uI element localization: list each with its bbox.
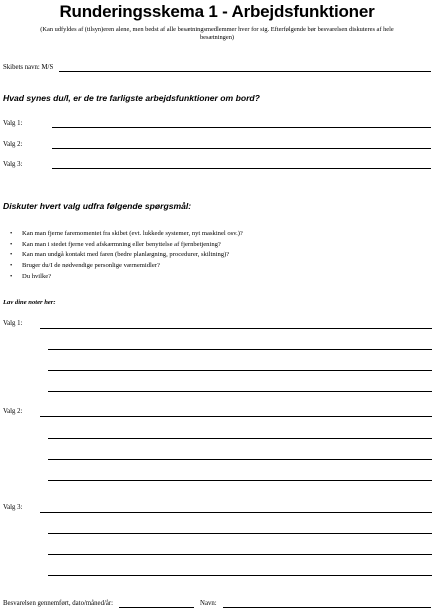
bullet-icon: •	[10, 240, 13, 248]
notes-line[interactable]	[48, 533, 432, 534]
name-field[interactable]	[223, 602, 431, 608]
choice-row-3	[3, 161, 431, 169]
notes-heading: Lav dine noter her:	[3, 299, 56, 306]
list-item: • Kan man fjerne faremomentet fra skibet (evt. lukkede systemer, nyt maskinel osv.)?	[10, 229, 430, 240]
ship-name-field[interactable]	[59, 66, 431, 72]
notes-line[interactable]	[48, 480, 432, 481]
list-item: • Bruger du/I de nødvendige personlige værnemidler?	[10, 261, 430, 272]
choice-field-3[interactable]	[52, 163, 431, 169]
ship-name-row	[3, 64, 431, 72]
list-item: • Du hvilke?	[10, 272, 430, 283]
choice-row-1	[3, 120, 431, 128]
list-item: • Kan man i stedet fjerne ved afskærmning eller benyttelse af fjernbetjening?	[10, 240, 430, 251]
completed-date-label: Besvarelsen gennemført, dato/måned/år:	[3, 600, 114, 607]
bullet-icon: •	[10, 262, 13, 270]
bullet-icon: •	[10, 272, 13, 280]
notes-line[interactable]	[48, 459, 432, 460]
choice-row-2	[3, 141, 431, 149]
page-title: Runderingsskema 1 - Arbejdsfunktioner	[59, 2, 375, 21]
choice-label-2: Valg 2:	[3, 141, 23, 148]
notes-line[interactable]	[48, 391, 432, 392]
bullet-icon: •	[10, 251, 13, 259]
ship-name-label: Skibets navn: M/S	[3, 64, 54, 71]
discuss-heading: Diskuter hvert valg udfra følgende spørgsmål:	[3, 201, 192, 211]
notes-line[interactable]	[48, 349, 432, 350]
notes-label-3: Valg 3:	[3, 504, 23, 511]
notes-line[interactable]	[48, 370, 432, 371]
choice-field-2[interactable]	[52, 143, 431, 149]
notes-line[interactable]	[48, 554, 432, 555]
question-list	[10, 229, 430, 283]
list-item: • Kan man undgå kontakt med faren (bedre planlægning, procedurer, skiltning)?	[10, 250, 430, 261]
notes-line[interactable]	[48, 438, 432, 439]
choice-label-3: Valg 3:	[3, 161, 23, 168]
notes-line[interactable]	[40, 512, 432, 513]
notes-line[interactable]	[40, 416, 432, 417]
notes-line[interactable]	[48, 575, 432, 576]
name-label: Navn:	[200, 600, 217, 607]
notes-label-2: Valg 2:	[3, 408, 23, 415]
page-subtitle: (Kan udfyldes af (tilsyn)eren alene, men bedst af alle besætningsmedlemmer hver for sig. Efterfølgende bør besvarelsen diskuteres af hele besætningen)	[40, 26, 394, 41]
completed-date-field[interactable]	[119, 602, 194, 608]
notes-line[interactable]	[40, 328, 432, 329]
question-heading: Hvad synes du/I, er de tre farligste arbejdsfunktioner om bord?	[3, 93, 260, 103]
notes-label-1: Valg 1:	[3, 320, 23, 327]
footer-row	[3, 600, 431, 608]
choice-label-1: Valg 1:	[3, 120, 23, 127]
bullet-icon: •	[10, 230, 13, 237]
choice-field-1[interactable]	[52, 122, 431, 128]
